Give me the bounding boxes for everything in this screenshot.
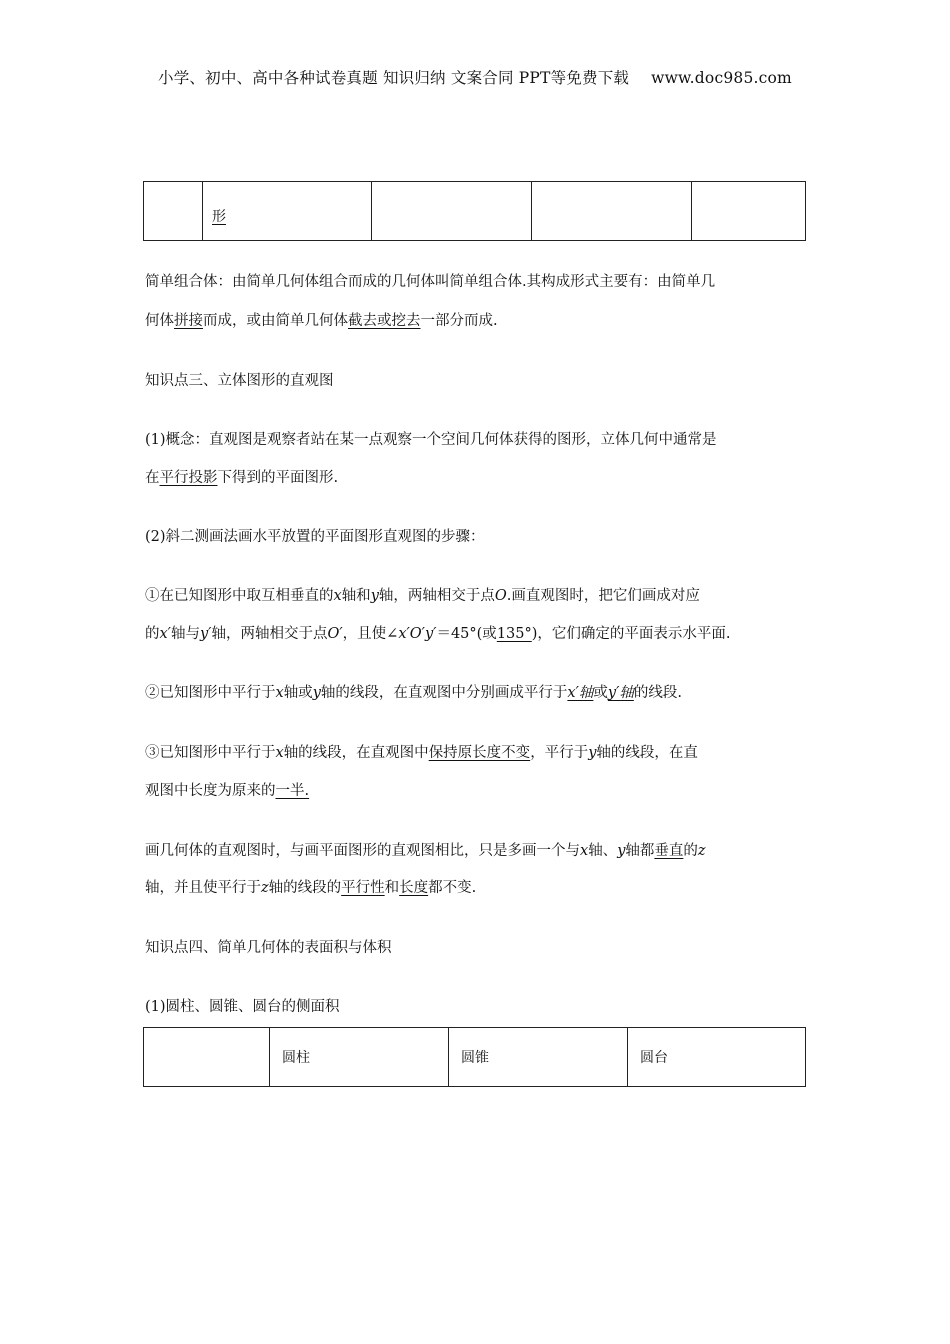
paragraph-line: 在平行投影下得到的平面图形. [145, 470, 339, 486]
paragraph-line: ③已知图形中平行于x轴的线段，在直观图中保持原长度不变，平行于y轴的线段，在直 [145, 745, 698, 761]
table-header-cell: 圆台 [628, 1028, 806, 1087]
paragraph-line: 简单组合体：由简单几何体组合而成的几何体叫简单组合体.其构成形式主要有：由简单几 [145, 274, 716, 290]
paragraph-line: (2)斜二测画法画水平放置的平面图形直观图的步骤： [145, 529, 485, 545]
paragraph-line: (1)概念：直观图是观察者站在某一点观察一个空间几何体获得的图形，立体几何中通常是 [145, 432, 717, 448]
header-left-text: 小学、初中、高中各种试卷真题 知识归纳 文案合同 PPT等免费下载 [158, 69, 630, 87]
paragraph-line: ②已知图形中平行于x轴或y轴的线段，在直观图中分别画成平行于x′轴或y′轴的线段. [145, 685, 682, 701]
paragraph-line: 观图中长度为原来的一半. [145, 783, 310, 799]
paragraph-line: 何体拼接而成，或由简单几何体截去或挖去一部分而成. [145, 313, 498, 329]
header-url: www.doc985.com [651, 69, 792, 87]
section-heading: 知识点三、立体图形的直观图 [145, 373, 334, 389]
table-cell [372, 182, 532, 241]
paragraph-line: 画几何体的直观图时，与画平面图形的直观图相比，只是多画一个与x轴、y轴都垂直的z [145, 843, 706, 859]
table-cell [532, 182, 692, 241]
page-header [0, 66, 950, 88]
paragraph-line: ①在已知图形中取互相垂直的x轴和y轴，两轴相交于点O.画直观图时，把它们画成对应 [145, 588, 700, 604]
table-header-cell: 圆锥 [449, 1028, 628, 1087]
section-heading: 知识点四、简单几何体的表面积与体积 [145, 940, 392, 956]
table-continuation [143, 181, 806, 241]
paragraph-line: 的x′轴与y′轴，两轴相交于点O′，且使∠x′O′y′＝45°(或135°)，它们确定的平面表示水平面. [145, 626, 731, 642]
paragraph-line: 轴，并且使平行于z轴的线段的平行性和长度都不变. [145, 880, 477, 896]
lateral-area-table [143, 1027, 806, 1087]
table-header-cell: 圆柱 [270, 1028, 449, 1087]
table-cell [144, 182, 203, 241]
paragraph-line: (1)圆柱、圆锥、圆台的侧面积 [145, 999, 340, 1015]
cell-text: 形 [212, 209, 226, 225]
table-cell [692, 182, 806, 241]
table-cell [203, 182, 372, 241]
table-header-cell [144, 1028, 270, 1087]
